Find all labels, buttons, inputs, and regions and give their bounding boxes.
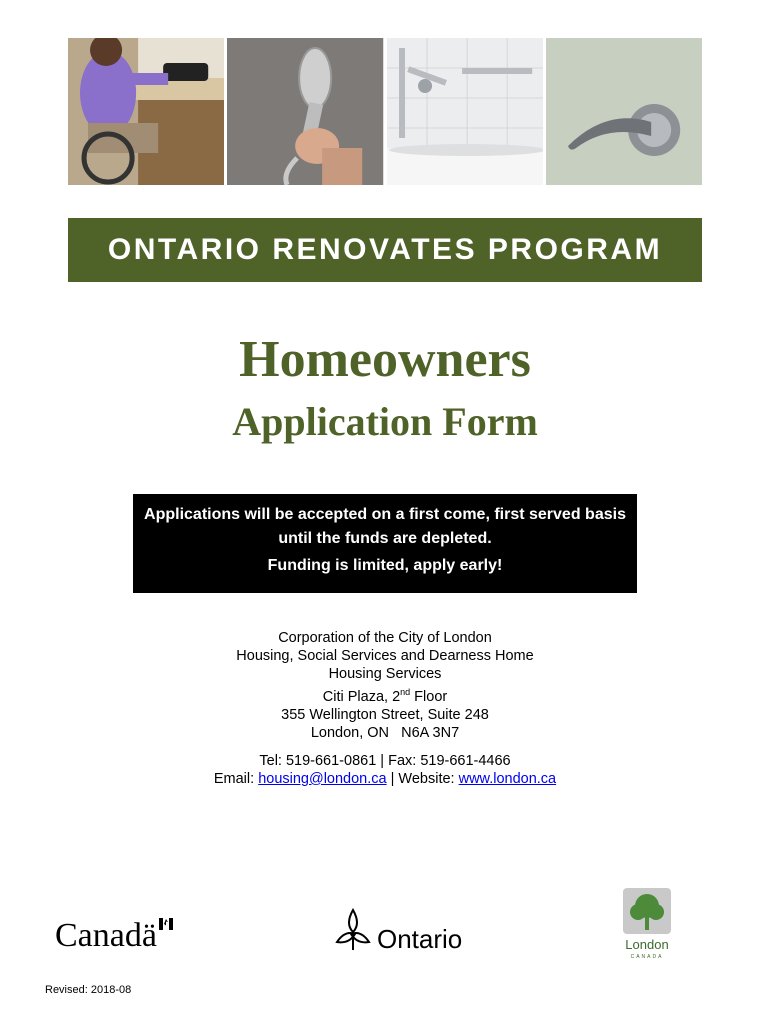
page-subtitle: Application Form bbox=[232, 399, 538, 444]
city-postal: London, ON N6A 3N7 bbox=[310, 724, 460, 741]
website-label: | Website: bbox=[386, 770, 459, 787]
program-title: ONTARIO RENOVATES PROGRAM bbox=[107, 233, 663, 266]
london-sub-wordmark: CANADA bbox=[630, 954, 664, 960]
canada-logo bbox=[55, 912, 175, 959]
notice-box bbox=[133, 494, 637, 593]
website-link[interactable]: www.london.ca bbox=[458, 770, 557, 787]
building-line bbox=[0, 683, 770, 706]
header-photo-strip bbox=[68, 38, 702, 185]
notice-text: Applications will be accepted on a first come, first served basis until the funds are depleted. bbox=[144, 506, 626, 547]
floor-label: Floor bbox=[410, 688, 448, 705]
email-website-line bbox=[0, 770, 770, 788]
floor-ordinal: nd bbox=[400, 687, 411, 697]
flag-icon bbox=[159, 918, 173, 930]
canada-wordmark: Canadä bbox=[55, 917, 157, 954]
division-name: Housing Services bbox=[328, 666, 442, 682]
email-link[interactable]: housing@london.ca bbox=[258, 770, 387, 787]
revised-date: Revised: 2018-08 bbox=[45, 984, 132, 996]
london-wordmark: London bbox=[625, 937, 669, 952]
bathtub-grab-bars-photo bbox=[387, 38, 543, 185]
page-title: Homeowners bbox=[239, 331, 531, 388]
email-label: Email: bbox=[213, 770, 259, 787]
program-banner bbox=[68, 218, 702, 282]
london-logo bbox=[618, 886, 678, 967]
contact-address bbox=[0, 629, 770, 788]
org-name: Corporation of the City of London bbox=[278, 630, 492, 646]
ontario-wordmark: Ontario bbox=[377, 924, 463, 954]
lever-door-handle-photo bbox=[546, 38, 702, 185]
building-name: Citi Plaza, 2 bbox=[322, 688, 401, 705]
ontario-logo bbox=[333, 906, 473, 963]
notice-urgency-text: Funding is limited, apply early! bbox=[267, 557, 503, 574]
wheelchair-kitchen-photo bbox=[68, 38, 224, 185]
phone-fax: Tel: 519-661-0861 | Fax: 519-661-4466 bbox=[259, 752, 511, 769]
trillium-icon bbox=[337, 910, 369, 950]
handheld-showerhead-photo bbox=[227, 38, 383, 185]
street-address: 355 Wellington Street, Suite 248 bbox=[281, 706, 489, 723]
department-name: Housing, Social Services and Dearness Home bbox=[236, 648, 534, 664]
